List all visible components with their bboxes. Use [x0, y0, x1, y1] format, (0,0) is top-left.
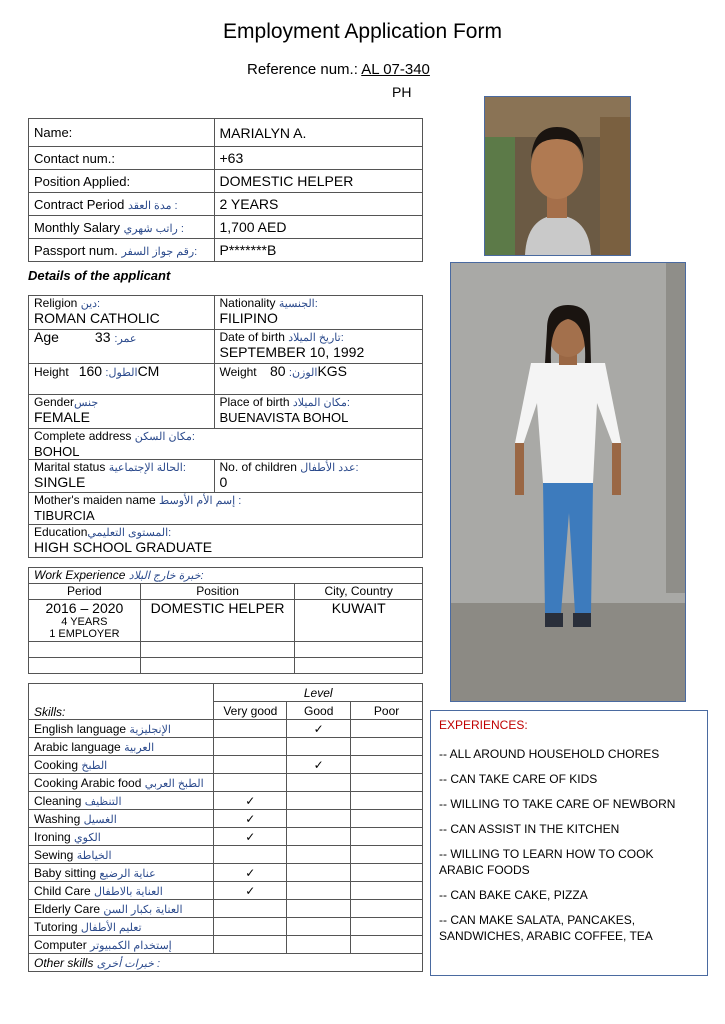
gender-cell: Genderجنس FEMALE: [29, 395, 215, 429]
list-item: -- WILLING TO LEARN HOW TO COOK ARABIC FOODS: [439, 847, 654, 877]
work-experience-table: [28, 567, 423, 674]
reference-number: [247, 61, 430, 78]
skill-label: Arabic language العربية: [29, 738, 214, 756]
skill-level-cell: [351, 792, 423, 810]
skill-level-cell: [351, 882, 423, 900]
table-row: [29, 864, 423, 882]
position-value: DOMESTIC HELPER: [214, 170, 423, 193]
table-row: [29, 395, 423, 429]
contract-value: 2 YEARS: [214, 193, 423, 216]
skill-level-cell: [287, 918, 351, 936]
country-code: PH: [392, 84, 412, 100]
mother-cell: Mother's maiden name إسم الأم الأوسط : TIBURCIA: [29, 493, 423, 525]
religion-cell: Religion دين: ROMAN CATHOLIC: [29, 296, 215, 330]
age-cell: Age عمر: 33: [29, 330, 215, 364]
table-row: [29, 296, 423, 330]
col-city-country: City, Country: [295, 584, 423, 600]
skill-level-cell: [214, 900, 287, 918]
skill-label: Baby sitting عناية الرضيع: [29, 864, 214, 882]
table-row: [29, 828, 423, 846]
details-table: [28, 295, 423, 558]
list-item: -- CAN TAKE CARE OF KIDS: [439, 772, 598, 786]
contact-label: Contact num.:: [29, 147, 215, 170]
table-row: [29, 774, 423, 792]
table-row: [29, 658, 423, 674]
work-position-value: DOMESTIC HELPER: [140, 600, 295, 642]
skill-level-cell: [287, 792, 351, 810]
marital-value: SINGLE: [34, 474, 86, 490]
skill-level-cell: [287, 738, 351, 756]
skill-level-cell: [214, 774, 287, 792]
contact-value: +63: [214, 147, 423, 170]
passport-label: Passport num. رقم جواز السفر:: [29, 239, 215, 262]
contract-label: Contract Period مدة العقد :: [29, 193, 215, 216]
nationality-value: FILIPINO: [219, 310, 278, 326]
table-row: [29, 810, 423, 828]
table-row: [29, 684, 423, 702]
skill-level-cell: [351, 864, 423, 882]
dob-cell: Date of birth تاريخ الميلاد: SEPTEMBER 10, 1992: [214, 330, 423, 364]
table-row: [29, 364, 423, 395]
reference-label: Reference num.:: [247, 61, 358, 78]
religion-value: ROMAN CATHOLIC: [34, 310, 160, 326]
table-row: [29, 216, 423, 239]
table-row: [29, 568, 423, 584]
skill-label: Tutoring تعليم الأطفال: [29, 918, 214, 936]
check-icon: ✓: [245, 811, 256, 826]
table-row: [29, 193, 423, 216]
skill-level-cell: [214, 882, 287, 900]
skill-level-cell: [214, 864, 287, 882]
salary-value: 1,700 AED: [214, 216, 423, 239]
list-item: -- ALL AROUND HOUSEHOLD CHORES: [439, 747, 660, 761]
skill-level-cell: [214, 828, 287, 846]
age-value: 33: [94, 329, 111, 345]
table-row: [29, 429, 423, 460]
skill-level-cell: [351, 756, 423, 774]
skill-level-cell: [214, 918, 287, 936]
table-row: [29, 330, 423, 364]
name-value: MARIALYN A.: [214, 119, 423, 147]
skill-level-cell: [214, 936, 287, 954]
skills-label: Skills:: [29, 684, 214, 720]
check-icon: ✓: [245, 883, 256, 898]
applicant-headshot: [484, 96, 631, 256]
table-row: [29, 525, 423, 558]
skill-level-cell: [214, 720, 287, 738]
skill-label: Child Care العناية بالاطفال: [29, 882, 214, 900]
name-label: Name:: [29, 119, 215, 147]
list-item: -- CAN BAKE CAKE, PIZZA: [439, 888, 588, 902]
skill-level-cell: [214, 756, 287, 774]
children-value: 0: [219, 474, 228, 490]
education-cell: Educationالمستوى التعليمي: HIGH SCHOOL GRADUATE: [29, 525, 423, 558]
pob-cell: Place of birth مكان الميلاد: BUENAVISTA BOHOL: [214, 395, 423, 429]
skill-label: Ironing الكوي: [29, 828, 214, 846]
table-row: [29, 756, 423, 774]
table-row: [29, 600, 423, 642]
col-period: Period: [29, 584, 141, 600]
table-row: [29, 493, 423, 525]
table-row: [29, 460, 423, 493]
headshot-image: [485, 97, 630, 255]
skill-level-cell: [287, 828, 351, 846]
skill-level-cell: [351, 828, 423, 846]
skill-level-cell: [287, 720, 351, 738]
skill-label: Cooking الطبخ: [29, 756, 214, 774]
skill-level-cell: [287, 810, 351, 828]
weight-value: 80KGS: [269, 363, 348, 379]
table-row: [29, 900, 423, 918]
check-icon: ✓: [245, 793, 256, 808]
dob-value: SEPTEMBER 10, 1992: [219, 344, 365, 360]
table-row: [29, 846, 423, 864]
skill-level-cell: [351, 720, 423, 738]
skill-level-cell: [351, 900, 423, 918]
check-icon: ✓: [313, 757, 324, 772]
skill-label: English language الإنجليزية: [29, 720, 214, 738]
address-value: BOHOL: [34, 444, 80, 459]
table-row: [29, 738, 423, 756]
skill-label: Elderly Care العناية بكبار السن: [29, 900, 214, 918]
col-good: Good: [287, 702, 351, 720]
passport-value: P*******B: [214, 239, 423, 262]
salary-label: Monthly Salary راتب شهري :: [29, 216, 215, 239]
list-item: -- CAN ASSIST IN THE KITCHEN: [439, 822, 620, 836]
table-row: [29, 642, 423, 658]
applicant-full-body-photo: [450, 262, 686, 702]
height-value: 160CM: [78, 363, 160, 379]
col-position: Position: [140, 584, 295, 600]
weight-cell: Weight الوزن: 80KGS: [214, 364, 423, 395]
skill-level-cell: [287, 756, 351, 774]
personal-info-table: [28, 118, 423, 262]
table-row: [29, 119, 423, 147]
skill-label: Cleaning التنظيف: [29, 792, 214, 810]
check-icon: ✓: [245, 829, 256, 844]
mother-value: TIBURCIA: [34, 508, 95, 523]
skill-level-cell: [351, 846, 423, 864]
check-icon: ✓: [245, 865, 256, 880]
table-row: [29, 147, 423, 170]
position-label: Position Applied:: [29, 170, 215, 193]
skill-level-cell: [351, 738, 423, 756]
skill-label: Computer إستخدام الكمبيوتر: [29, 936, 214, 954]
full-body-image: [451, 263, 685, 701]
table-row: [29, 584, 423, 600]
col-poor: Poor: [351, 702, 423, 720]
table-row: [29, 918, 423, 936]
address-cell: Complete address مكان السكن: BOHOL: [29, 429, 423, 460]
list-item: -- CAN MAKE SALATA, PANCAKES, SANDWICHES, ARABIC COFFEE, TEA: [439, 913, 653, 943]
col-very-good: Very good: [214, 702, 287, 720]
list-item: -- WILLING TO TAKE CARE OF NEWBORN: [439, 797, 676, 811]
work-country-value: KUWAIT: [295, 600, 423, 642]
years-value: 4 YEARS: [61, 616, 108, 628]
check-icon: ✓: [313, 721, 324, 736]
skills-table: [28, 683, 423, 972]
table-row: [29, 720, 423, 738]
skill-level-cell: [214, 738, 287, 756]
skill-label: Cooking Arabic food الطبخ العربي: [29, 774, 214, 792]
employers-value: 1 EMPLOYER: [49, 628, 120, 640]
gender-value: FEMALE: [34, 409, 91, 425]
period-value: 2016 – 2020: [45, 600, 124, 616]
experiences-box: [430, 710, 708, 976]
other-skills: Other skills خبرات أخرى :: [29, 954, 423, 972]
skill-level-cell: [214, 792, 287, 810]
skill-label: Washing الغسيل: [29, 810, 214, 828]
table-row: [29, 792, 423, 810]
level-label: Level: [214, 684, 423, 702]
skill-level-cell: [287, 900, 351, 918]
pob-value: BUENAVISTA BOHOL: [219, 410, 349, 425]
skill-level-cell: [287, 936, 351, 954]
table-row: [29, 239, 423, 262]
table-row: [29, 882, 423, 900]
table-row: [29, 954, 423, 972]
details-heading: Details of the applicant: [28, 268, 171, 283]
reference-value: AL 07-340: [361, 61, 430, 78]
skill-level-cell: [351, 918, 423, 936]
skill-level-cell: [287, 774, 351, 792]
height-cell: Height الطول: 160CM: [29, 364, 215, 395]
children-cell: No. of children عدد الأطفال: 0: [214, 460, 423, 493]
skill-level-cell: [287, 882, 351, 900]
marital-cell: Marital status الحالة الإجتماعية: SINGLE: [29, 460, 215, 493]
table-row: [29, 936, 423, 954]
work-heading: Work Experience خبرة خارج البلاد:: [29, 568, 423, 584]
skill-label: Sewing الخياطة: [29, 846, 214, 864]
skill-level-cell: [351, 810, 423, 828]
skill-level-cell: [287, 864, 351, 882]
table-row: [29, 170, 423, 193]
skill-level-cell: [214, 810, 287, 828]
skill-level-cell: [351, 774, 423, 792]
skill-level-cell: [351, 936, 423, 954]
period-cell: [29, 600, 141, 642]
skill-level-cell: [287, 846, 351, 864]
experiences-heading: EXPERIENCES:: [439, 718, 528, 732]
skill-level-cell: [214, 846, 287, 864]
education-value: HIGH SCHOOL GRADUATE: [34, 539, 213, 555]
form-title: Employment Application Form: [223, 20, 502, 43]
nationality-cell: Nationality الجنسية: FILIPINO: [214, 296, 423, 330]
